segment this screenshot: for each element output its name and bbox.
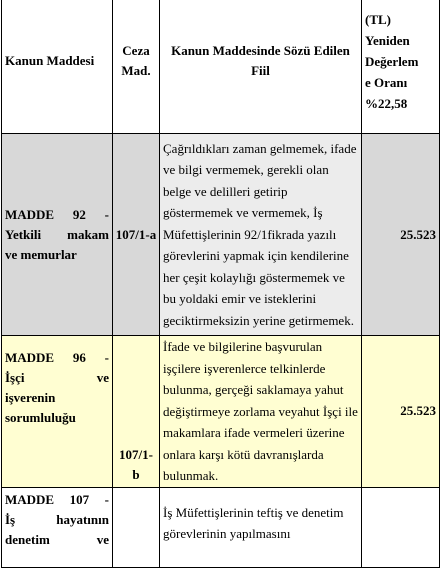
row-kanun-maddesi (2, 336, 113, 488)
ceza-line: b (132, 466, 140, 482)
header-oran-line: (TL) (365, 11, 391, 27)
header-oran-line: Değerlem (365, 53, 419, 69)
row-ceza-mad (113, 487, 160, 567)
madde-line: denetim ve (5, 531, 109, 547)
header-kanun-maddesi: Kanun Maddesi (2, 0, 113, 134)
madde-line: sorumluluğu (5, 410, 76, 425)
madde-line: İş hayatının (5, 511, 109, 527)
row-kanun-maddesi (2, 134, 113, 336)
header-oran-line: %22,58 (365, 95, 408, 111)
madde-line: Yetkili makam (5, 226, 109, 242)
row-oran (362, 487, 440, 567)
madde-line: MADDE 92 - (5, 206, 109, 222)
row-kanun-maddesi (2, 487, 113, 567)
row-ceza-mad (113, 336, 160, 488)
madde-line: ve memurlar (5, 246, 77, 262)
row-fiil: Çağrıldıkları zaman gelmemek, ifade ve bilgi vermemek, gerekli olan belge ve delilleri getirip göstermemek ve vermemek, İş Müfettişlerinin 92/1fikrada yazılı görevlerini yapmak için kendilerine her çeşit kolaylığı göstermemek ve bu yoldaki emir ve isteklerini geciktirmeksizin yerine getirmemek. (160, 134, 362, 336)
madde-line: MADDE 96 - (5, 350, 109, 365)
row-oran: 25.523 (362, 336, 440, 488)
header-oran-line: e Oranı (365, 74, 408, 90)
madde-line: işverenin (5, 390, 56, 405)
row-fiil: İfade ve bilgilerine başvurulan işçilere işverenlerce telkinlerde bulunma, gerçeği saklamaya yahut değiştirmeye zorlama veyahut İşçi ile makamlara ifade vermeleri üzerine onlara karşı kötü davranışlarda bulunmak. (160, 336, 362, 488)
table-row (2, 134, 440, 336)
madde-line: MADDE 107 - (5, 491, 109, 507)
penalty-table (1, 0, 440, 568)
row-ceza-mad: 107/1-a (113, 134, 160, 336)
table-row (2, 336, 440, 488)
header-row (2, 0, 440, 134)
header-oran-line: Yeniden (365, 32, 410, 48)
header-degerleme-orani (362, 0, 440, 134)
header-fiil: Kanun Maddesinde Sözü Edilen Fiil (160, 0, 362, 134)
madde-line: İşçi ve (5, 370, 109, 385)
row-oran: 25.523 (362, 134, 440, 336)
row-fiil: İş Müfettişlerinin teftiş ve denetim görevlerinin yapılmasını (160, 487, 362, 567)
ceza-line: 107/1- (119, 446, 153, 462)
header-ceza-mad: Ceza Mad. (113, 0, 160, 134)
table-row (2, 487, 440, 567)
